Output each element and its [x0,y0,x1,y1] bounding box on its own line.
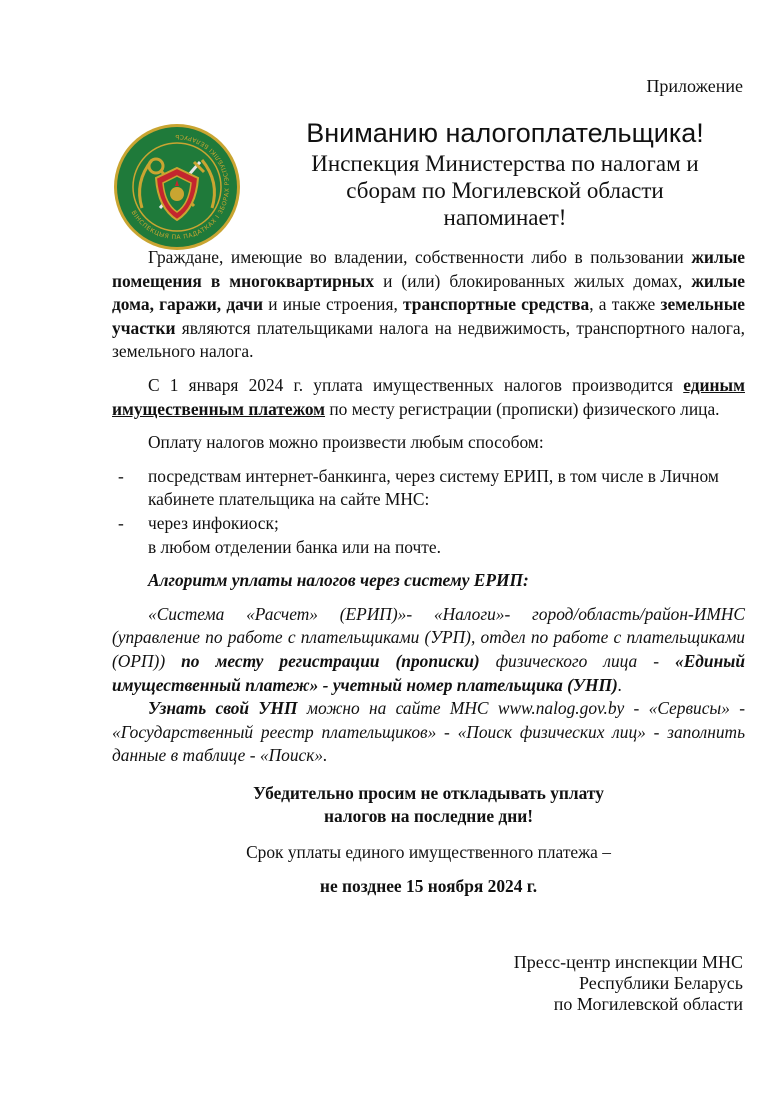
p1-bold-3: транспортные средства [403,294,590,315]
list-dash: - [118,512,124,533]
document-body [112,246,745,898]
subtitle-line-3: напоминает! [443,205,567,230]
p1-text-4: , а также [589,294,661,315]
p2-bold-underlined: единым имущественным платежом [112,374,745,419]
request-line-1: Убедительно просим не откладывать уплату [253,782,604,803]
emblem-ring-text: ВІНСПЕКЦЫЯ ПА ПАДАТКАХ І ЗБОРАХ РЭСПУБЛІКІ БЕЛАРУСЬ [129,132,232,242]
list-item-text: через инфокиоск; [148,512,279,533]
payment-methods-list [112,465,745,559]
algorithm-title-text: Алгоритм уплаты налогов через систему ЕРИП: [148,570,529,591]
list-item [112,465,745,512]
subtitle-line-1: Инспекция Министерства по налогам и [311,151,699,176]
header-block [260,116,750,231]
unp-text: можно на сайте МНС www.nalog.gov.by - «Сервисы» - «Государственный реестр плательщиков» - «Поиск физических лиц» - заполнить данные в таблице - «Поиск». [112,698,745,766]
paragraph-taxpayers [112,246,745,364]
alg-text-1: «Система «Расчет» (ЕРИП)»- «Налоги»- город/область/район-ИМНС (управление по работе с плательщиками (УРП), отдел по работе с плательщиками (ОРП)) [112,603,745,671]
signature-block [514,952,743,1015]
tax-inspection-emblem-icon [112,122,242,252]
signature-line-1: Пресс-центр инспекции МНС [513,952,743,972]
list-item-text: посредствам интернет-банкинга, через систему ЕРИП, в том числе в Личном кабинете плательщика на сайте МНС: [148,465,719,510]
p2-text-2: по месту регистрации (прописки) физического лица. [325,398,720,419]
appendix-label: Приложение [646,76,743,96]
paragraph-algorithm [112,603,745,697]
page-title: Вниманию налогоплательщика! [306,118,704,148]
unp-bold: Узнать свой УНП [148,698,298,719]
request-line-2: налогов на последние дни! [323,806,534,827]
paragraph-payment-methods-intro: Оплату налогов можно произвести любым способом: [148,432,544,453]
alg-text-2: физического лица - [479,650,675,671]
algorithm-title [112,569,745,593]
signature-line-3: по Могилевской области [553,994,743,1014]
alg-bold-2: «Единый имущественный платеж» - учетный номер плательщика (УНП) [112,650,745,695]
subtitle-line-2: сборам по Могилевской области [346,178,664,203]
deadline-label: Срок уплаты единого имущественного платежа – [246,842,611,863]
p2-text-1: С 1 января 2024 г. уплата имущественных налогов производится [148,374,684,395]
list-item-text: в любом отделении банка или на почте. [148,536,441,557]
p1-bold-1: жилые помещения в многоквартирных [112,247,745,291]
p1-text-1: Граждане, имеющие во владении, собственности либо в пользовании [148,247,692,267]
paragraph-single-payment [112,374,745,421]
deadline-date-block [112,875,745,899]
request-block [112,782,745,829]
list-dash: - [118,465,124,486]
alg-text-3: . [617,674,623,695]
paragraph-find-unp [112,697,745,768]
p1-text-5: являются плательщиками налога на недвижимость, транспортного налога, земельного налога. [112,317,745,362]
p1-bold-2: жилые дома, гаражи, дачи [112,270,745,315]
list-item [112,512,745,536]
list-item [112,536,745,560]
p1-bold-4: земельные участки [112,294,745,338]
deadline-date: не позднее 15 ноября 2024 г. [319,875,538,896]
p1-text-3: и иные строения, [262,294,404,315]
signature-line-2: Республики Беларусь [578,973,743,993]
p1-text-2: и (или) блокированных жилых домах, [374,270,692,291]
alg-bold-1: по месту регистрации (прописки) [181,650,480,671]
